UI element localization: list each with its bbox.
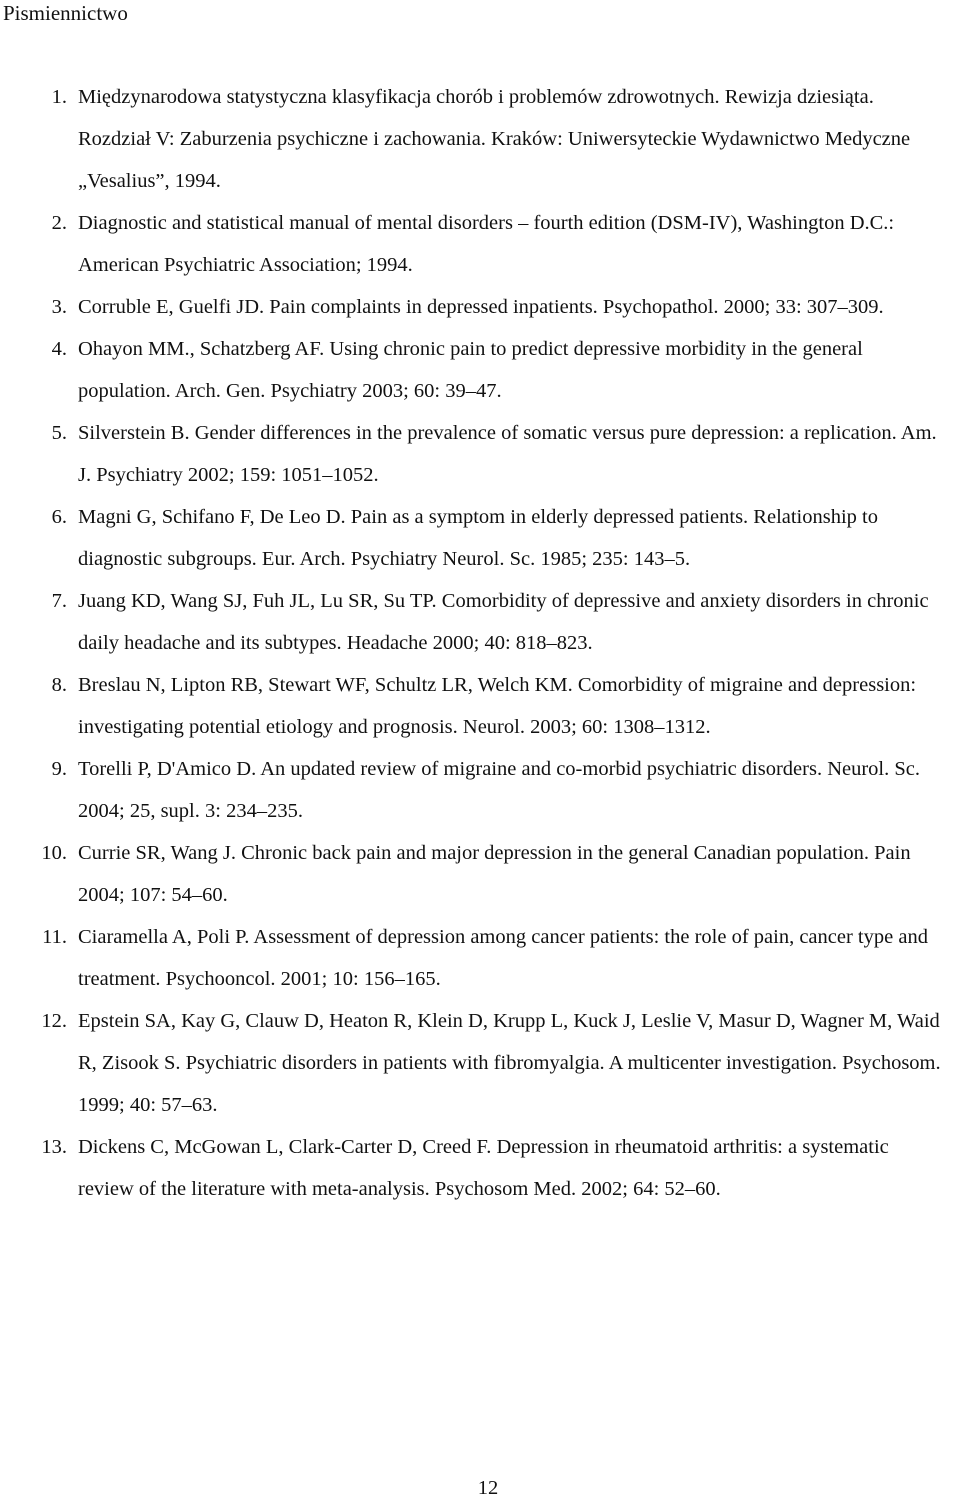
page-heading: Pismiennictwo bbox=[3, 1, 128, 25]
reference-text: Dickens C, McGowan L, Clark-Carter D, Creed F. Depression in rheumatoid arthritis: a systematic review of the literature with meta-analysis. Psychosom Med. 2002; 64: 52–60. bbox=[78, 1136, 889, 1200]
reference-item bbox=[0, 286, 960, 328]
reference-number: 10. bbox=[41, 842, 67, 864]
reference-number: 3. bbox=[51, 296, 67, 318]
reference-text: Torelli P, D'Amico D. An updated review of migraine and co-morbid psychiatric disorders. Neurol. Sc. 2004; 25, supl. 3: 234–235. bbox=[78, 758, 920, 822]
reference-item bbox=[0, 1126, 960, 1210]
reference-item bbox=[0, 76, 960, 202]
reference-number: 2. bbox=[51, 212, 67, 234]
reference-text: Ohayon MM., Schatzberg AF. Using chronic pain to predict depressive morbidity in the general population. Arch. Gen. Psychiatry 2003; 60: 39–47. bbox=[78, 338, 863, 402]
reference-item bbox=[0, 202, 960, 286]
reference-text: Breslau N, Lipton RB, Stewart WF, Schultz LR, Welch KM. Comorbidity of migraine and depression: investigating potential etiology and prognosis. Neurol. 2003; 60: 1308–1312. bbox=[78, 674, 917, 738]
reference-number: 5. bbox=[51, 422, 67, 444]
reference-item bbox=[0, 664, 960, 748]
reference-text: Ciaramella A, Poli P. Assessment of depression among cancer patients: the role of pain, cancer type and treatment. Psychooncol. 2001; 10: 156–165. bbox=[78, 926, 928, 990]
reference-number: 13. bbox=[41, 1136, 67, 1158]
reference-text: Magni G, Schifano F, De Leo D. Pain as a symptom in elderly depressed patients. Relationship to diagnostic subgroups. Eur. Arch. Psychiatry Neurol. Sc. 1985; 235: 143–5. bbox=[78, 506, 879, 570]
reference-text: Silverstein B. Gender differences in the prevalence of somatic versus pure depression: a replication. Am. J. Psychiatry 2002; 159: 1051–1052. bbox=[78, 422, 937, 486]
reference-number: 4. bbox=[51, 338, 67, 360]
reference-item bbox=[0, 1000, 960, 1126]
reference-text: Juang KD, Wang SJ, Fuh JL, Lu SR, Su TP. Comorbidity of depressive and anxiety disorders in chronic daily headache and its subtypes. Headache 2000; 40: 818–823. bbox=[78, 590, 929, 654]
reference-number: 8. bbox=[51, 674, 67, 696]
reference-number: 12. bbox=[41, 1010, 67, 1032]
reference-text: Międzynarodowa statystyczna klasyfikacja chorób i problemów zdrowotnych. Rewizja dziesiąta. Rozdział V: Zaburzenia psychiczne i zachowania. Kraków: Uniwersyteckie Wydawnictwo Medyczne „Vesalius”, 1994. bbox=[78, 86, 911, 192]
reference-number: 9. bbox=[51, 758, 67, 780]
reference-number: 6. bbox=[51, 506, 67, 528]
reference-item bbox=[0, 748, 960, 832]
reference-item bbox=[0, 916, 960, 1000]
reference-list bbox=[0, 76, 960, 1210]
reference-number: 7. bbox=[51, 590, 67, 612]
page-number: 12 bbox=[477, 1477, 499, 1499]
reference-item bbox=[0, 580, 960, 664]
reference-item bbox=[0, 832, 960, 916]
reference-text: Corruble E, Guelfi JD. Pain complaints in depressed inpatients. Psychopathol. 2000; 33: 307–309. bbox=[78, 296, 884, 318]
reference-number: 11. bbox=[42, 926, 67, 948]
reference-item bbox=[0, 328, 960, 412]
reference-number: 1. bbox=[51, 86, 67, 108]
reference-item bbox=[0, 412, 960, 496]
reference-text: Diagnostic and statistical manual of mental disorders – fourth edition (DSM-IV), Washington D.C.: American Psychiatric Association; 1994. bbox=[78, 212, 895, 276]
reference-item bbox=[0, 496, 960, 580]
reference-text: Epstein SA, Kay G, Clauw D, Heaton R, Klein D, Krupp L, Kuck J, Leslie V, Masur D, Wagner M, Waid R, Zisook S. Psychiatric disorders in patients with fibromyalgia. A multicenter investigation. Psychosom. 1999; 40: 57–63. bbox=[78, 1010, 941, 1116]
reference-text: Currie SR, Wang J. Chronic back pain and major depression in the general Canadian population. Pain 2004; 107: 54–60. bbox=[78, 842, 911, 906]
